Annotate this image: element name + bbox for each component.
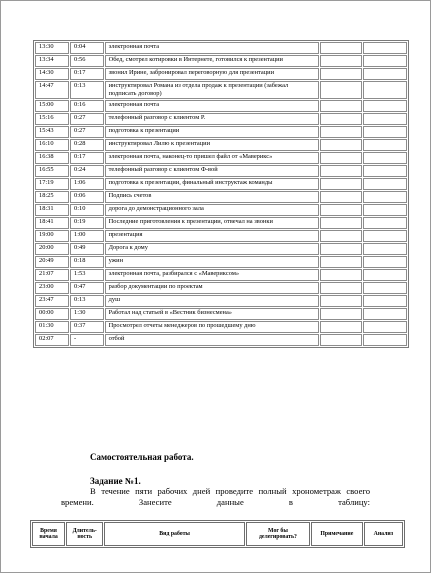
time-cell: 15:43 (35, 126, 69, 138)
duration-cell: 0:47 (70, 282, 104, 294)
duration-cell: 1:00 (70, 230, 104, 242)
empty-cell (320, 243, 362, 255)
activity-cell: Последние приготовления к презентации, отвечал на звонки (105, 217, 319, 229)
empty-cell (320, 81, 362, 99)
duration-cell: 0:16 (70, 100, 104, 112)
table-row (35, 152, 407, 164)
time-cell: 15:16 (35, 113, 69, 125)
duration-cell: 0:37 (70, 321, 104, 333)
time-cell: 17:19 (35, 178, 69, 190)
activity-cell: разбор документации по проектам (105, 282, 319, 294)
table-row (35, 243, 407, 255)
table-row (35, 321, 407, 333)
time-log-body (35, 42, 407, 346)
time-cell: 16:10 (35, 139, 69, 151)
table-row (35, 334, 407, 346)
activity-cell: дорога до демонстрационного зала (105, 204, 319, 216)
table-row (35, 178, 407, 190)
duration-cell: 0:17 (70, 68, 104, 80)
table-row (35, 68, 407, 80)
table-row (35, 100, 407, 112)
header-note: Примечание (311, 522, 363, 546)
activity-cell: электронная почта, разбирался с «Маверикcом» (105, 269, 319, 281)
table-row (35, 126, 407, 138)
empty-cell (363, 230, 407, 242)
table-row (35, 81, 407, 99)
duration-cell: 0:56 (70, 55, 104, 67)
empty-cell (363, 321, 407, 333)
duration-cell: - (70, 334, 104, 346)
empty-cell (363, 126, 407, 138)
duration-cell: 1:30 (70, 308, 104, 320)
time-cell: 14:47 (35, 81, 69, 99)
duration-cell: 0:27 (70, 126, 104, 138)
duration-cell: 0:24 (70, 165, 104, 177)
header-work-type: Вид работы (104, 522, 245, 546)
table-row (35, 256, 407, 268)
duration-cell: 0:49 (70, 243, 104, 255)
duration-cell: 0:18 (70, 256, 104, 268)
empty-cell (320, 68, 362, 80)
empty-cell (363, 152, 407, 164)
empty-cell (320, 152, 362, 164)
table-row (35, 230, 407, 242)
duration-cell: 0:13 (70, 81, 104, 99)
duration-cell: 0:28 (70, 139, 104, 151)
time-log-table (33, 40, 409, 348)
duration-cell: 0:19 (70, 217, 104, 229)
activity-cell: звонил Ирине, забронировал переговорную для презентации (105, 68, 319, 80)
activity-cell: телефонный разговор с клиентом Ф-вой (105, 165, 319, 177)
task-title: Задание №1. (90, 476, 141, 486)
empty-cell (363, 269, 407, 281)
activity-cell: Работал над статьей в «Вестник бизнесмена» (105, 308, 319, 320)
empty-cell (320, 42, 362, 54)
empty-cell (363, 204, 407, 216)
table-row (35, 282, 407, 294)
activity-cell: Просмотрел отчеты менеджеров по прошедшему дню (105, 321, 319, 333)
empty-cell (363, 68, 407, 80)
time-cell: 20:49 (35, 256, 69, 268)
empty-cell (363, 256, 407, 268)
empty-cell (320, 55, 362, 67)
table-row (35, 139, 407, 151)
empty-cell (363, 191, 407, 203)
empty-cell (363, 100, 407, 112)
activity-cell: душ (105, 295, 319, 307)
time-cell: 18:25 (35, 191, 69, 203)
time-cell: 18:41 (35, 217, 69, 229)
empty-cell (320, 191, 362, 203)
activity-cell: электронная почта (105, 100, 319, 112)
time-cell: 13:30 (35, 42, 69, 54)
chronometry-table (30, 520, 405, 548)
empty-cell (320, 100, 362, 112)
empty-cell (363, 308, 407, 320)
empty-cell (320, 230, 362, 242)
activity-cell: отбой (105, 334, 319, 346)
empty-cell (363, 334, 407, 346)
activity-cell: электронная почта, наконец-то пришел файл от «Маверикс» (105, 152, 319, 164)
time-cell: 14:30 (35, 68, 69, 80)
empty-cell (363, 113, 407, 125)
table-row (35, 217, 407, 229)
empty-cell (320, 126, 362, 138)
empty-cell (363, 165, 407, 177)
empty-cell (320, 165, 362, 177)
empty-cell (320, 256, 362, 268)
table-row (35, 165, 407, 177)
table-row (35, 204, 407, 216)
empty-cell (363, 42, 407, 54)
empty-cell (363, 282, 407, 294)
activity-cell: ужин (105, 256, 319, 268)
empty-cell (320, 204, 362, 216)
activity-cell: инструктировал Лилю к презентации (105, 139, 319, 151)
table-row (35, 308, 407, 320)
duration-cell: 0:10 (70, 204, 104, 216)
activity-cell: Подпись счетов (105, 191, 319, 203)
activity-cell: Обед, смотрел котировки в Интернете, готовился к презентации (105, 55, 319, 67)
empty-cell (363, 178, 407, 190)
empty-cell (320, 334, 362, 346)
header-start-time: Время начала (32, 522, 65, 546)
table-row (35, 113, 407, 125)
duration-cell: 0:04 (70, 42, 104, 54)
duration-cell: 0:06 (70, 191, 104, 203)
time-cell: 23:00 (35, 282, 69, 294)
table-row (35, 295, 407, 307)
time-cell: 02:07 (35, 334, 69, 346)
empty-cell (320, 321, 362, 333)
activity-cell: презентация (105, 230, 319, 242)
activity-cell: телефонный разговор с клиентом Р. (105, 113, 319, 125)
table-row (35, 191, 407, 203)
chronometry-header-row (32, 522, 403, 546)
time-cell: 01:30 (35, 321, 69, 333)
activity-cell: электронная почта (105, 42, 319, 54)
header-duration: Длитель-ность (66, 522, 103, 546)
time-cell: 16:38 (35, 152, 69, 164)
empty-cell (320, 217, 362, 229)
empty-cell (363, 55, 407, 67)
duration-cell: 1:06 (70, 178, 104, 190)
header-analysis: Анализ (364, 522, 403, 546)
table-row (35, 42, 407, 54)
empty-cell (320, 139, 362, 151)
empty-cell (320, 295, 362, 307)
empty-cell (320, 269, 362, 281)
empty-cell (363, 81, 407, 99)
time-cell: 21:07 (35, 269, 69, 281)
time-cell: 13:34 (35, 55, 69, 67)
empty-cell (320, 113, 362, 125)
empty-cell (320, 282, 362, 294)
time-cell: 00:00 (35, 308, 69, 320)
duration-cell: 1:53 (70, 269, 104, 281)
duration-cell: 0:27 (70, 113, 104, 125)
time-cell: 19:00 (35, 230, 69, 242)
activity-cell: подготовка к презентации (105, 126, 319, 138)
table-row (35, 55, 407, 67)
table-row (35, 269, 407, 281)
empty-cell (363, 295, 407, 307)
empty-cell (320, 308, 362, 320)
activity-cell: подготовка к презентации, финальный инструктаж команды (105, 178, 319, 190)
time-cell: 23:47 (35, 295, 69, 307)
time-cell: 18:31 (35, 204, 69, 216)
duration-cell: 0:17 (70, 152, 104, 164)
time-cell: 20:00 (35, 243, 69, 255)
duration-cell: 0:13 (70, 295, 104, 307)
section-heading: Самостоятельная работа. (90, 452, 194, 462)
task-text: В течение пяти рабочих дней проведите полный хронометраж своего времени. Занесите данные в таблицу: (61, 486, 370, 507)
activity-cell: Дорога к дому (105, 243, 319, 255)
empty-cell (363, 243, 407, 255)
time-cell: 15:00 (35, 100, 69, 112)
time-cell: 16:55 (35, 165, 69, 177)
empty-cell (363, 139, 407, 151)
empty-cell (320, 178, 362, 190)
header-delegate: Мог бы делегировать? (246, 522, 310, 546)
empty-cell (363, 217, 407, 229)
activity-cell: инструктировал Романа из отдела продаж к презентации (забежал подписать договор) (105, 81, 319, 99)
